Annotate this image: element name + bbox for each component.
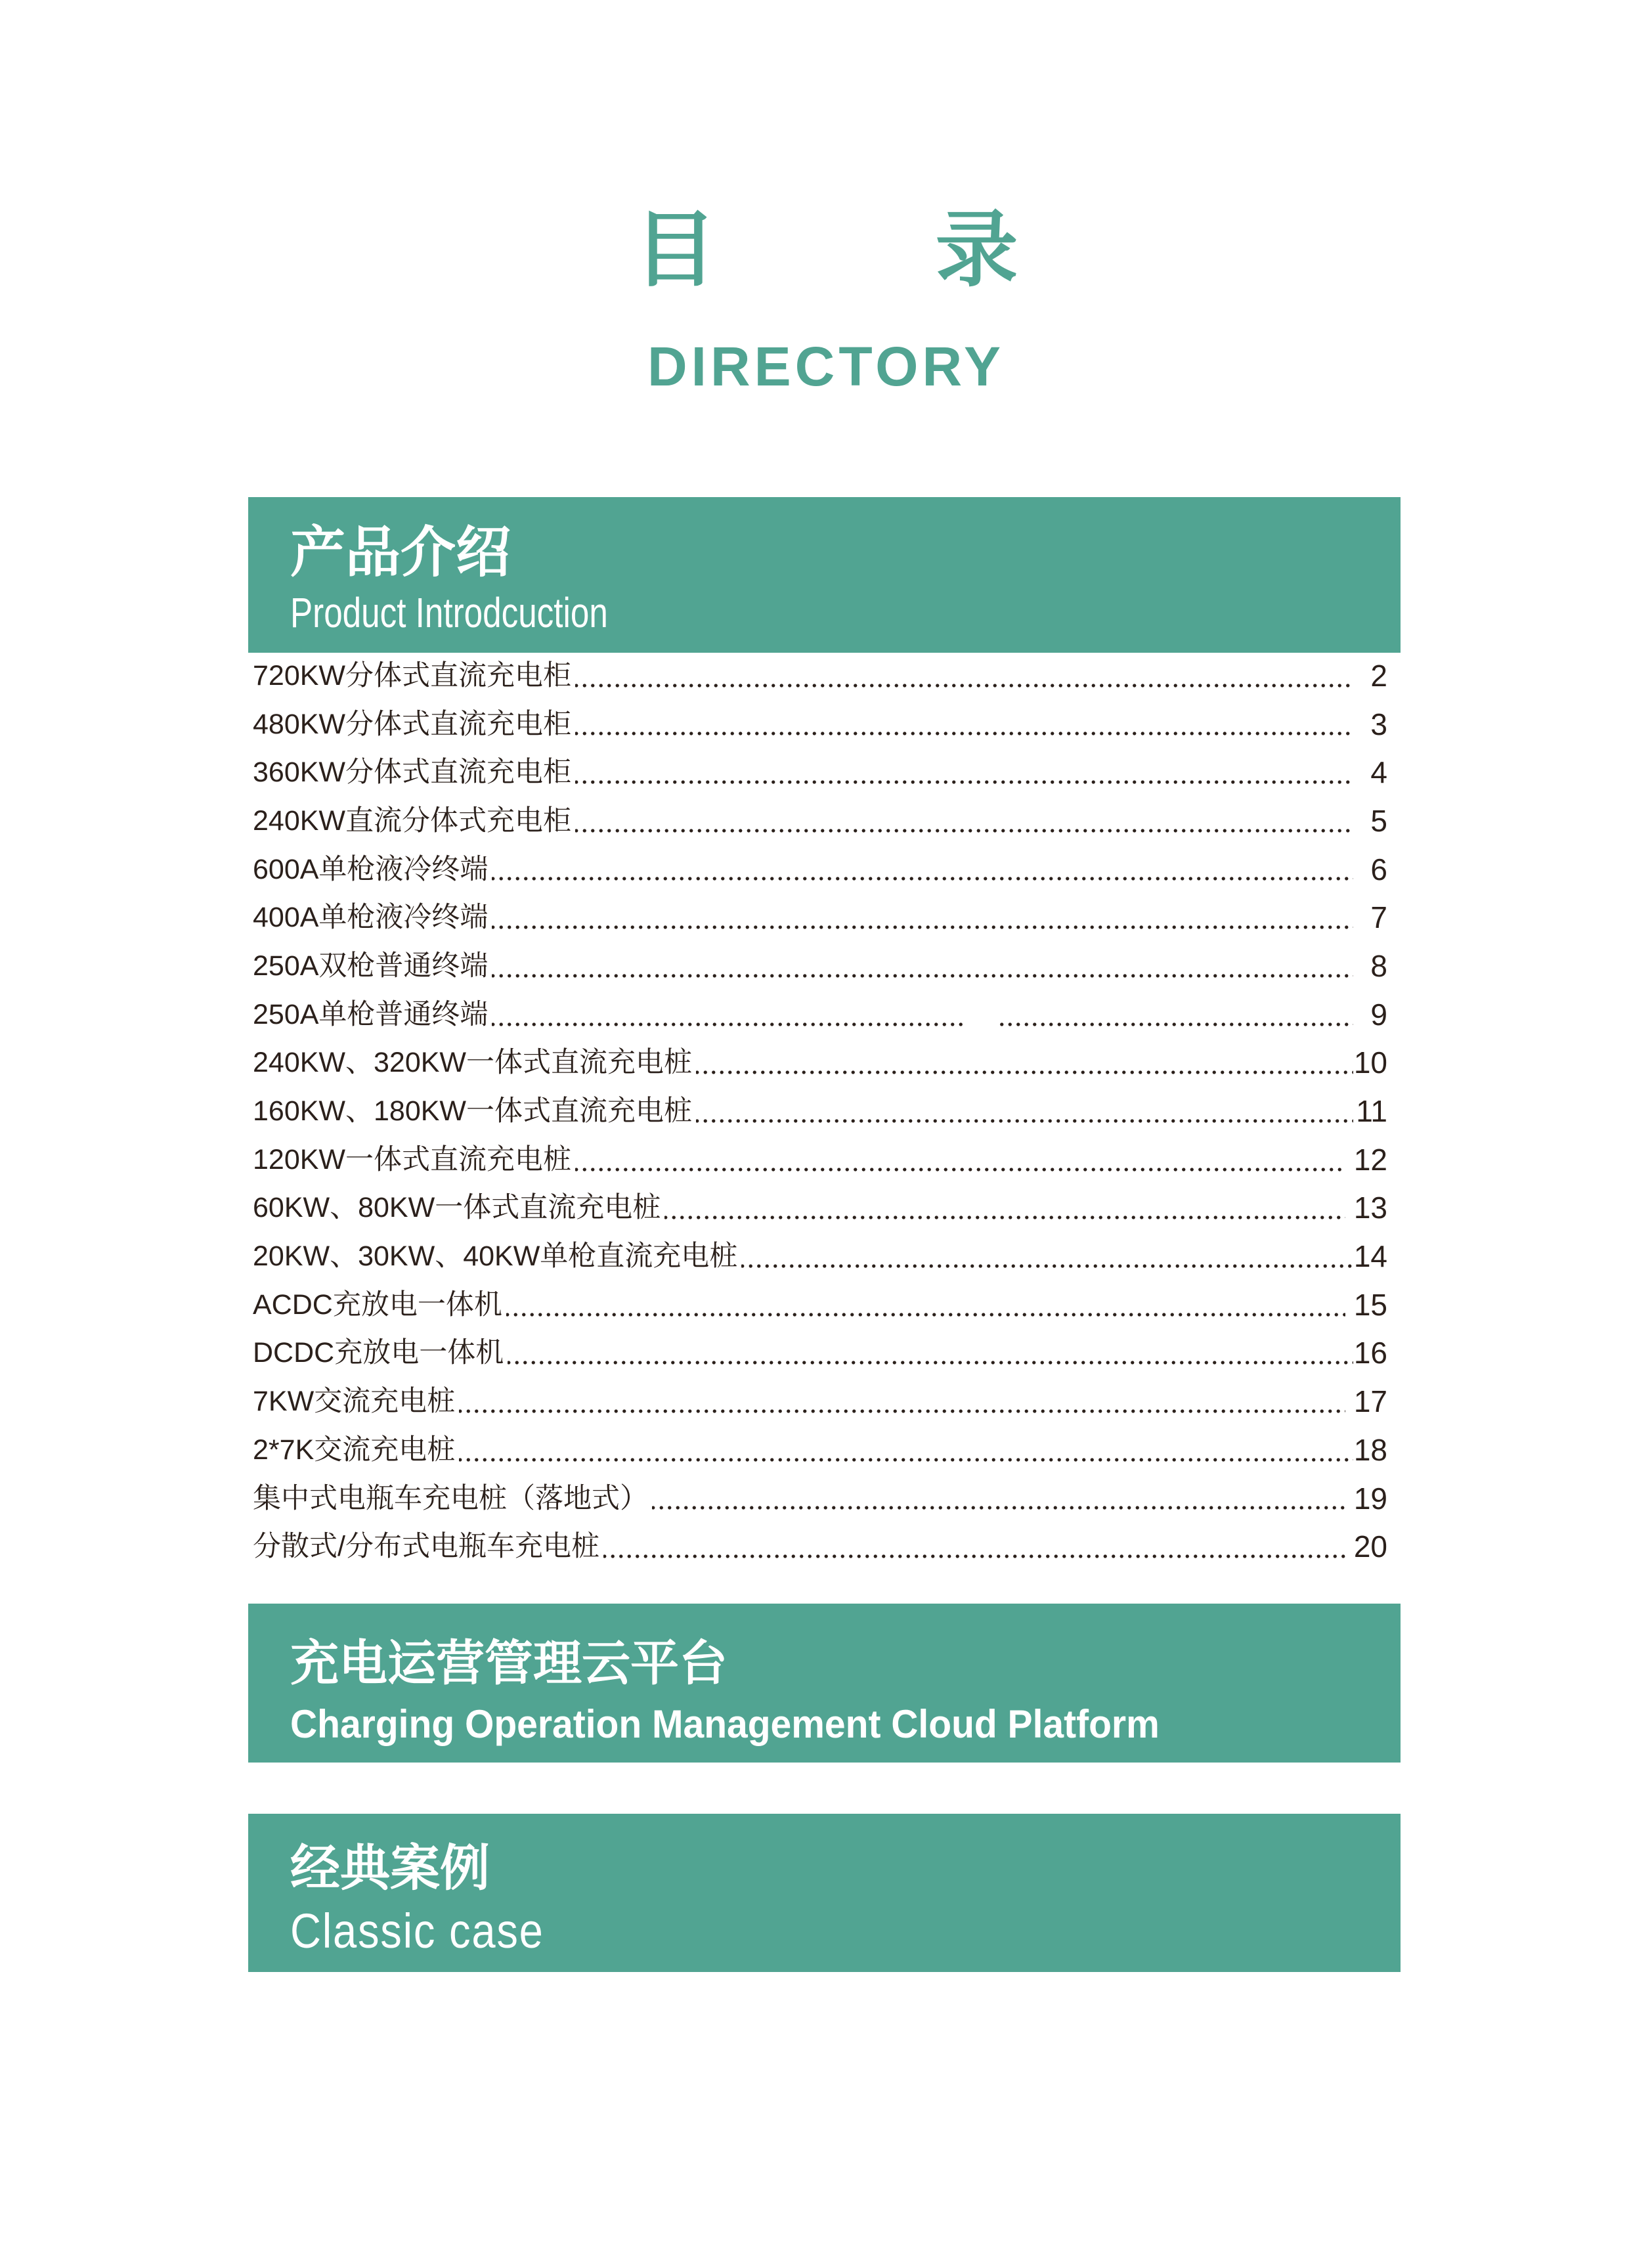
toc-item-label: 2*7K交流充电桩 (253, 1434, 456, 1466)
toc-item-label: 600A单枪液冷终端 (253, 853, 489, 885)
toc-item-label: 7KW交流充电桩 (253, 1386, 456, 1418)
toc-item[interactable] (253, 845, 1387, 894)
toc-item[interactable] (253, 700, 1387, 749)
toc-item-label: ACDC充放电一体机 (253, 1288, 502, 1321)
toc-dot-leader (696, 1039, 1353, 1087)
toc-item[interactable] (253, 1039, 1387, 1087)
toc-item-page-number: 6 (1370, 852, 1387, 887)
toc-dot-leader (492, 845, 1353, 894)
toc-item-label: 120KW一体式直流充电桩 (253, 1143, 572, 1175)
toc-item[interactable] (253, 1135, 1387, 1184)
toc-dot-leader (575, 700, 1353, 749)
toc-dot-leader (575, 651, 1353, 700)
toc-dot-leader (664, 1184, 1345, 1233)
toc-item-label: 分散式/分布式电瓶车充电桩 (253, 1531, 599, 1563)
toc-item-page-number: 18 (1353, 1432, 1387, 1467)
toc-item-label: 240KW、320KW一体式直流充电桩 (253, 1047, 693, 1079)
toc-item-page-number: 3 (1370, 707, 1387, 741)
toc-item-page-number: 20 (1345, 1529, 1387, 1564)
section-banner-cloud-platform (248, 1604, 1401, 1763)
toc-item-page-number: 16 (1353, 1336, 1387, 1370)
toc-dot-leader (575, 1135, 1345, 1184)
toc-item-page-number: 15 (1345, 1287, 1387, 1322)
toc-item-page-number: 8 (1370, 948, 1387, 983)
toc-item-label: 240KW直流分体式充电柜 (253, 804, 572, 837)
page-title (0, 204, 1652, 296)
toc-dot-leader (575, 748, 1353, 797)
toc-dot-leader (492, 942, 1353, 990)
page-subtitle: DIRECTORY (647, 336, 1005, 397)
toc-item-label: 720KW分体式直流充电柜 (253, 659, 572, 691)
toc-item[interactable] (253, 797, 1387, 845)
toc-item-page-number: 12 (1345, 1142, 1387, 1177)
toc-dot-leader (492, 893, 1353, 942)
toc-item-page-number: 13 (1345, 1191, 1387, 1225)
toc-item[interactable] (253, 1087, 1387, 1135)
toc-item[interactable] (253, 1329, 1387, 1378)
toc-dot-leader (575, 797, 1353, 845)
toc-item-label: 集中式电瓶车充电桩（落地式） (253, 1482, 648, 1514)
toc-item-label: 480KW分体式直流充电柜 (253, 708, 572, 740)
toc-item[interactable] (253, 1474, 1387, 1523)
toc-item-label: 20KW、30KW、40KW单枪直流充电桩 (253, 1240, 738, 1273)
toc-item-label: DCDC充放电一体机 (253, 1337, 504, 1369)
section-title-en: Charging Operation Management Cloud Platform (290, 1702, 1160, 1746)
toc-item-page-number: 7 (1370, 900, 1387, 935)
toc-item-page-number: 4 (1370, 755, 1387, 790)
toc-item[interactable] (253, 942, 1387, 990)
toc-dot-leader (459, 1426, 1353, 1474)
toc-dot-leader (492, 990, 1353, 1039)
toc-item[interactable] (253, 748, 1387, 797)
toc-item-page-number: 9 (1362, 997, 1387, 1032)
toc-dot-leader (652, 1474, 1345, 1523)
toc-item[interactable] (253, 1426, 1387, 1474)
toc-item[interactable] (253, 893, 1387, 942)
toc-item[interactable] (253, 1232, 1387, 1281)
toc-dot-leader (603, 1522, 1345, 1571)
toc-item-label: 160KW、180KW一体式直流充电桩 (253, 1095, 693, 1128)
toc-item-page-number: 10 (1353, 1045, 1387, 1080)
section-banner-classic-case (248, 1814, 1401, 1972)
toc-dot-leader (696, 1087, 1353, 1135)
toc-dot-leader (506, 1281, 1345, 1329)
toc-item-page-number: 17 (1345, 1384, 1387, 1419)
section-banner-product-introduction (248, 497, 1401, 653)
toc-item[interactable] (253, 1377, 1387, 1426)
toc-list (253, 651, 1387, 1571)
section-title-en: Product Introdcuction (290, 589, 608, 636)
section-title-en: Classic case (290, 1904, 544, 1958)
toc-item[interactable] (253, 651, 1387, 700)
toc-item-page-number: 2 (1370, 658, 1387, 693)
toc-dot-leader (741, 1232, 1353, 1281)
toc-item-page-number: 5 (1370, 803, 1387, 838)
section-title-zh: 产品介绍 (290, 521, 511, 583)
toc-item-page-number: 14 (1353, 1239, 1387, 1274)
toc-dot-leader (508, 1329, 1353, 1378)
section-title-zh: 经典案例 (290, 1841, 490, 1896)
page-title-char-1: 目 (634, 204, 717, 296)
section-title-zh: 充电运营管理云平台 (290, 1636, 728, 1690)
toc-item[interactable] (253, 1184, 1387, 1233)
toc-item-page-number: 19 (1345, 1481, 1387, 1516)
toc-dot-leader (459, 1377, 1345, 1426)
toc-item-label: 250A双枪普通终端 (253, 950, 489, 982)
page-title-char-2: 录 (935, 204, 1018, 296)
toc-item-label: 360KW分体式直流充电柜 (253, 756, 572, 789)
toc-item-page-number: 11 (1356, 1094, 1387, 1129)
toc-item-label: 60KW、80KW一体式直流充电桩 (253, 1192, 661, 1224)
toc-item-label: 400A单枪液冷终端 (253, 902, 489, 934)
toc-item[interactable] (253, 1522, 1387, 1571)
toc-item-label: 250A单枪普通终端 (253, 998, 489, 1030)
toc-item[interactable] (253, 1281, 1387, 1329)
toc-item[interactable] (253, 990, 1387, 1039)
